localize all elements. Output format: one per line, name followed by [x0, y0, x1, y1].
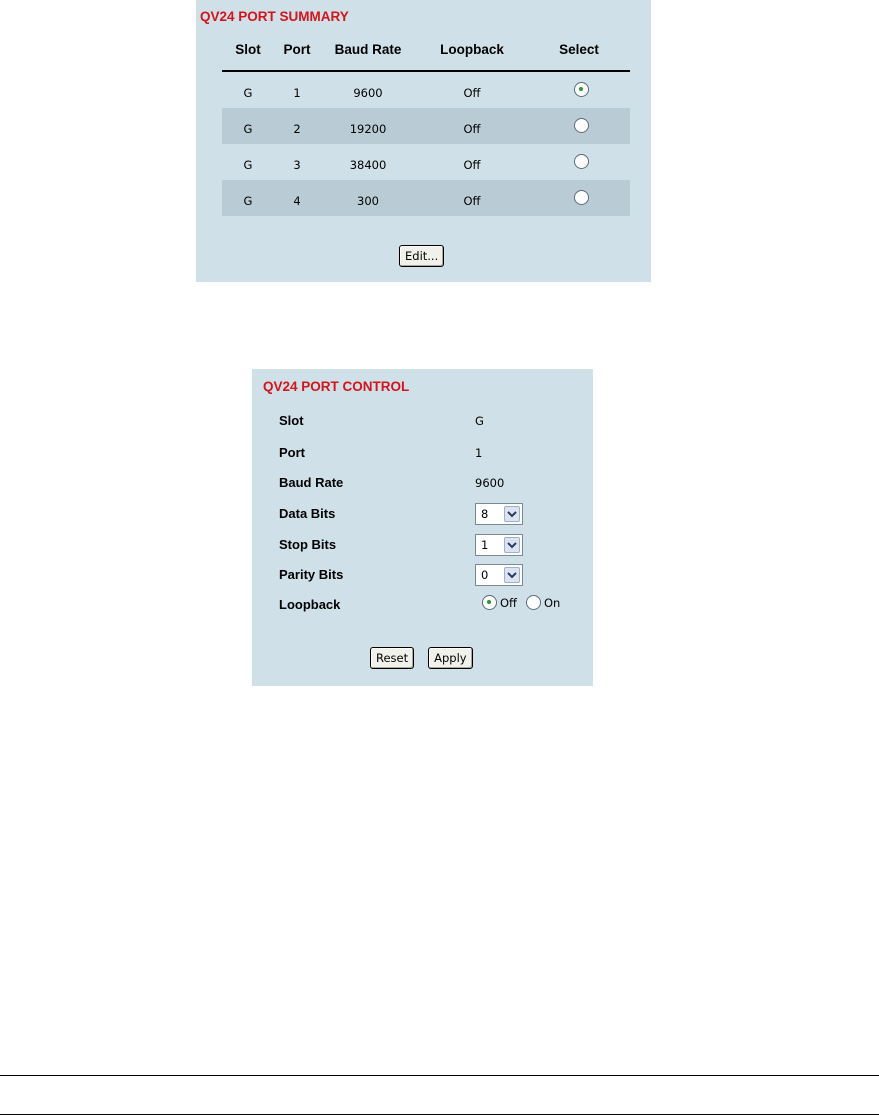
control-title: QV24 PORT CONTROL — [263, 379, 410, 394]
baud-rate-value: 9600 — [475, 476, 505, 490]
stop-bits-label: Stop Bits — [279, 537, 337, 552]
column-header-baud-rate: Baud Rate — [334, 42, 402, 57]
slot-label: Slot — [279, 413, 304, 428]
chevron-down-icon[interactable] — [504, 506, 520, 522]
table-header — [222, 36, 630, 72]
footer-divider-top — [0, 1075, 879, 1076]
slot-value: G — [475, 414, 484, 428]
parity-bits-row — [279, 566, 589, 586]
table-row — [222, 72, 630, 108]
select-port-radio[interactable] — [574, 190, 589, 205]
control-buttons — [370, 647, 473, 669]
loopback-on-radio[interactable] — [526, 595, 541, 610]
cell-baud-rate: 19200 — [349, 122, 387, 136]
loopback-label: Loopback — [279, 597, 341, 612]
chevron-down-icon[interactable] — [504, 537, 520, 553]
summary-title: QV24 PORT SUMMARY — [200, 9, 349, 24]
table-row — [222, 144, 630, 180]
data-bits-selected-value: 8 — [481, 507, 489, 521]
reset-button[interactable]: Reset — [370, 647, 414, 669]
port-summary-table — [222, 36, 630, 216]
parity-bits-label: Parity Bits — [279, 567, 344, 582]
cell-baud-rate: 300 — [357, 194, 379, 208]
stop-bits-selected-value: 1 — [481, 538, 489, 552]
data-bits-label: Data Bits — [279, 506, 336, 521]
loopback-on-label: On — [543, 595, 561, 610]
cell-port: 3 — [293, 158, 301, 172]
cell-slot: G — [243, 122, 253, 136]
column-header-slot: Slot — [235, 42, 261, 57]
cell-port: 4 — [293, 194, 301, 208]
cell-loopback: Off — [463, 158, 481, 172]
baud-rate-label: Baud Rate — [279, 475, 344, 490]
loopback-off-option[interactable] — [482, 595, 517, 610]
loopback-on-option[interactable] — [526, 595, 560, 610]
port-label: Port — [279, 445, 305, 460]
cell-slot: G — [243, 86, 253, 100]
data-bits-select[interactable] — [475, 503, 523, 525]
cell-loopback: Off — [463, 194, 481, 208]
column-header-select: Select — [559, 42, 599, 57]
table-row — [222, 180, 630, 216]
port-control-panel — [252, 369, 593, 686]
cell-loopback: Off — [463, 86, 481, 100]
column-header-port: Port — [283, 42, 311, 57]
edit-button[interactable]: Edit... — [399, 245, 444, 267]
loopback-off-radio[interactable] — [482, 595, 497, 610]
parity-bits-selected-value: 0 — [481, 568, 489, 582]
cell-slot: G — [243, 194, 253, 208]
cell-baud-rate: 38400 — [349, 158, 387, 172]
cell-loopback: Off — [463, 122, 481, 136]
stop-bits-select[interactable] — [475, 534, 523, 556]
port-value: 1 — [475, 446, 483, 460]
loopback-off-label: Off — [500, 595, 517, 610]
chevron-down-icon[interactable] — [504, 567, 520, 583]
select-port-radio[interactable] — [574, 154, 589, 169]
cell-slot: G — [243, 158, 253, 172]
baud-rate-row — [279, 474, 589, 494]
cell-baud-rate: 9600 — [353, 86, 383, 100]
slot-row — [279, 412, 589, 432]
port-row — [279, 444, 589, 464]
data-bits-row — [279, 505, 589, 525]
cell-port: 2 — [293, 122, 301, 136]
loopback-row — [279, 596, 589, 616]
table-row — [222, 108, 630, 144]
parity-bits-select[interactable] — [475, 564, 523, 586]
port-summary-panel — [196, 0, 651, 282]
loopback-options — [482, 595, 560, 610]
apply-button[interactable]: Apply — [428, 647, 472, 669]
column-header-loopback: Loopback — [440, 42, 504, 57]
select-port-radio[interactable] — [574, 82, 589, 97]
cell-port: 1 — [293, 86, 301, 100]
select-port-radio[interactable] — [574, 118, 589, 133]
stop-bits-row — [279, 536, 589, 556]
